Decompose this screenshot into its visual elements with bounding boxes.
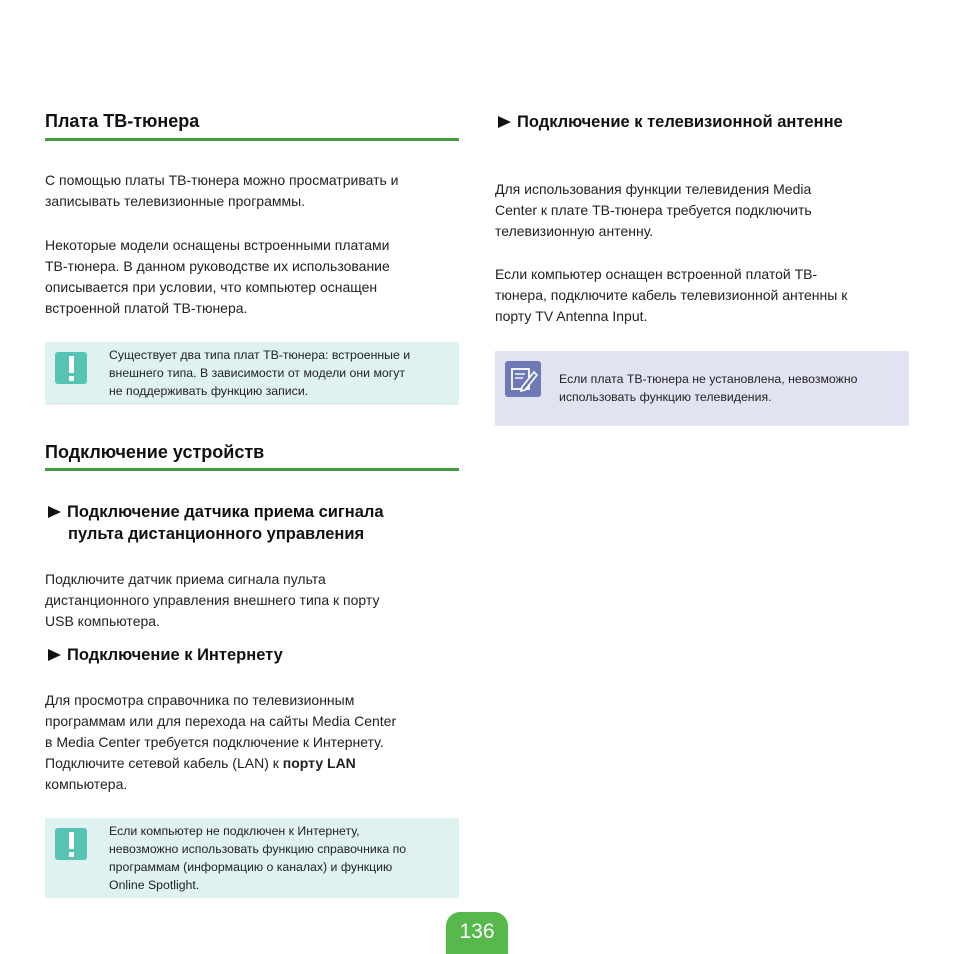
text-line: Если компьютер не подключен к Интернету, [109,824,360,838]
text-line: компьютера. [45,776,128,792]
text-line: USB компьютера. [45,613,160,629]
paragraph [45,569,459,632]
note-text [109,346,454,400]
text-line: использовать функцию телевидения. [559,390,772,404]
section-title-devices: Подключение устройств [45,442,265,462]
text-line: Некоторые модели оснащены встроенными платами [45,237,390,253]
text-line: встроенной платой ТВ-тюнера. [45,300,248,316]
port-lan-bold: порту LAN [282,755,356,771]
text-line: С помощью платы ТВ-тюнера можно просматривать и [45,172,399,188]
text-line: описывается при условии, что компьютер оснащен [45,279,378,295]
text-line [45,753,459,774]
paragraph [45,690,459,795]
section-divider [45,468,459,471]
warning-note [45,818,459,898]
text-line: Подключение датчика приема сигнала [67,503,384,521]
section-divider [45,138,459,141]
paragraph [495,179,909,242]
triangle-bullet-icon [48,506,61,518]
text-span: Подключите сетевой кабель (LAN) к [45,755,283,771]
text-line: Существует два типа плат ТВ-тюнера: встроенные и [109,348,411,362]
text-line: дистанционного управления внешнего типа к порту [45,592,380,608]
text-line: в Media Center требуется подключение к Интернету. [45,734,384,750]
subsection-title-antenna [498,111,918,133]
warning-note [45,342,459,405]
memo-note [495,351,909,426]
text-line: пульта дистанционного управления [68,525,365,543]
exclamation-icon [55,352,87,384]
note-text [559,370,904,406]
text-line: порту TV Antenna Input. [495,308,648,324]
text-line: Если плата ТВ-тюнера не установлена, невозможно [559,372,858,386]
triangle-bullet-icon [48,649,61,661]
paragraph [495,264,909,327]
text-line: Если компьютер оснащен встроенной платой ТВ- [495,266,818,282]
text-line: Подключение к Интернету [67,646,283,664]
subsection-title-internet [48,644,458,666]
note-text [109,822,454,894]
exclamation-icon [55,828,87,860]
subsection-title-remote-sensor [48,501,458,545]
text-line: тюнера, подключите кабель телевизионной антенны к [495,287,848,303]
text-line: Для использования функции телевидения Media [495,181,812,197]
text-line: невозможно использовать функцию справочника по [109,842,407,856]
text-line: телевизионную антенну. [495,223,654,239]
text-line: внешнего типа. В зависимости от модели они могут [109,366,406,380]
text-line: Online Spotlight. [109,878,200,892]
pencil-memo-icon [505,361,541,397]
section-title-tv-tuner: Плата ТВ-тюнера [45,111,200,131]
text-line: Подключите датчик приема сигнала пульта [45,571,326,587]
text-line: программам (информацию о каналах) и функцию [109,860,393,874]
triangle-bullet-icon [498,116,511,128]
text-line: Для просмотра справочника по телевизионным [45,692,355,708]
paragraph [45,170,459,212]
text-line: Подключение к телевизионной антенне [517,113,843,131]
paragraph [45,235,459,319]
text-line: ТВ-тюнера. В данном руководстве их использование [45,258,390,274]
text-line: записывать телевизионные программы. [45,193,306,209]
page-number: 136 [446,912,508,954]
text-line: программам или для перехода на сайты Media Center [45,713,397,729]
text-line: не поддерживать функцию записи. [109,384,309,398]
text-line: Center к плате ТВ-тюнера требуется подключить [495,202,812,218]
